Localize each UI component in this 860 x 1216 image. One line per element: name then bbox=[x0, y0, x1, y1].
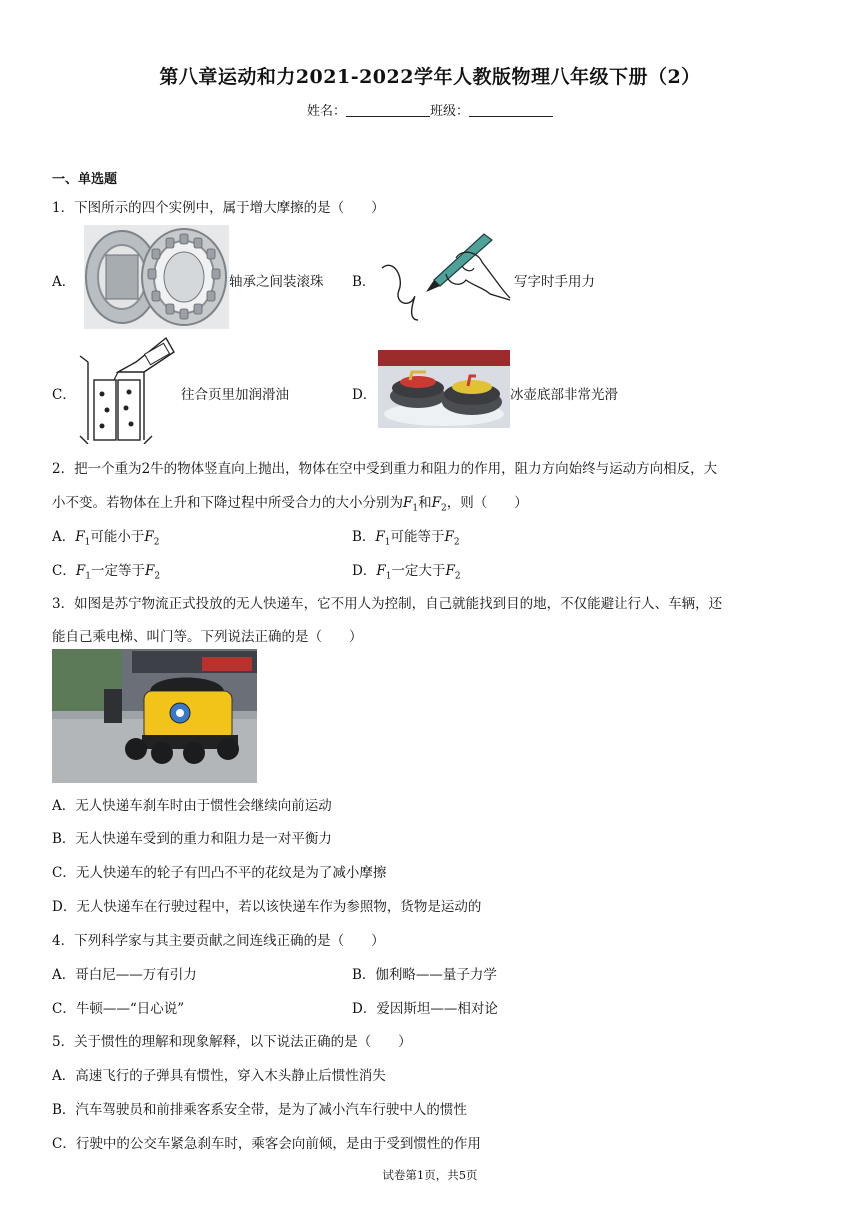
q2-option-b bbox=[352, 525, 460, 548]
option-text: 一定等于 bbox=[90, 563, 145, 579]
force-symbol: F bbox=[403, 495, 413, 511]
name-label: 姓名： bbox=[306, 104, 346, 119]
name-blank[interactable] bbox=[346, 104, 430, 117]
option-text: 可能小于 bbox=[90, 529, 145, 545]
option-letter: A． bbox=[52, 529, 76, 545]
q1-option-b-text: 写字时手用力 bbox=[514, 274, 595, 290]
q1-option-d-letter: D． bbox=[352, 387, 377, 403]
question-3-stem-line1: 3．如图是苏宁物流正式投放的无人快递车，它不用人为控制，自己就能找到目的地，不仅能避让行人、车辆，还 bbox=[52, 596, 723, 612]
subscript: 1 bbox=[385, 571, 392, 582]
subscript: 2 bbox=[453, 537, 460, 548]
section-heading: 一、单选题 bbox=[52, 172, 118, 187]
question-2-stem-line1: 2．把一个重为2牛的物体竖直向上抛出，物体在空中受到重力和阻力的作用，阻力方向始终与运动方向相反，大 bbox=[52, 461, 718, 477]
question-3-option-a: A．无人快递车刹车时由于惯性会继续向前运动 bbox=[52, 798, 332, 814]
q2-option-d bbox=[352, 559, 461, 582]
question-4-option-c: C．牛顿——“日心说” bbox=[52, 1001, 185, 1017]
question-3-stem-line2: 能自己乘电梯、叫门等。下列说法正确的是（ ） bbox=[52, 629, 363, 645]
force-symbol: F bbox=[144, 563, 155, 579]
q1-option-c-letter: C． bbox=[52, 387, 76, 403]
force-symbol: F bbox=[375, 529, 385, 545]
subscript: 1 bbox=[85, 571, 91, 582]
class-blank[interactable] bbox=[469, 104, 553, 117]
question-4-option-a: A．哥白尼——万有引力 bbox=[52, 967, 197, 983]
subscript: 1 bbox=[84, 537, 91, 548]
q2-option-c bbox=[52, 559, 160, 582]
question-4-stem: 4．下列科学家与其主要贡献之间连线正确的是（ ） bbox=[52, 933, 385, 949]
force-symbol: F bbox=[75, 563, 86, 579]
question-2-stem-line2 bbox=[52, 491, 528, 514]
q1-option-b-letter: B． bbox=[352, 274, 376, 290]
stem-text: 小不变。若物体在上升和下降过程中所受合力的大小分别为 bbox=[52, 495, 403, 511]
force-symbol: F bbox=[431, 495, 441, 511]
question-4-option-b: B．伽利略——量子力学 bbox=[352, 967, 497, 983]
question-1-stem: 1．下图所示的四个实例中，属于增大摩擦的是（ ） bbox=[52, 200, 385, 216]
subscript: 2 bbox=[454, 571, 461, 582]
option-letter: C． bbox=[52, 563, 76, 579]
page-footer: 试卷第1页，共5页 bbox=[382, 1168, 478, 1182]
force-symbol: F bbox=[376, 563, 386, 579]
question-4-option-d: D．爱因斯坦——相对论 bbox=[352, 1001, 498, 1017]
subscript: 2 bbox=[154, 571, 161, 582]
curling-stones-icon bbox=[378, 350, 510, 428]
question-5-option-b: B．汽车驾驶员和前排乘客系安全带，是为了减小汽车行驶中人的惯性 bbox=[52, 1102, 467, 1118]
class-label: 班级： bbox=[430, 104, 470, 119]
force-symbol: F bbox=[445, 563, 455, 579]
ball-bearing-icon bbox=[84, 225, 229, 329]
force-symbol: F bbox=[144, 529, 154, 545]
hinge-oil-icon bbox=[74, 336, 176, 444]
question-5-option-c: C．行驶中的公交车紧急刹车时，乘客会向前倾，是由于受到惯性的作用 bbox=[52, 1136, 481, 1152]
q1-option-c-text: 往合页里加润滑油 bbox=[181, 387, 289, 403]
q1-option-d-text: 冰壶底部非常光滑 bbox=[510, 387, 618, 403]
question-5-option-a: A．高速飞行的子弹具有惯性，穿入木头静止后惯性消失 bbox=[52, 1068, 386, 1084]
q1-option-a-letter: A． bbox=[52, 274, 76, 290]
option-letter: D． bbox=[352, 563, 377, 579]
question-3-option-b: B．无人快递车受到的重力和阻力是一对平衡力 bbox=[52, 831, 332, 847]
question-3-option-c: C．无人快递车的轮子有凹凸不平的花纹是为了减小摩擦 bbox=[52, 865, 387, 881]
q1-option-a-text: 轴承之间装滚珠 bbox=[229, 274, 324, 290]
question-5-stem: 5．关于惯性的理解和现象解释，以下说法正确的是（ ） bbox=[52, 1034, 412, 1050]
page-title: 第八章运动和力2021-2022学年人教版物理八年级下册（2） bbox=[159, 66, 701, 88]
student-info-row bbox=[0, 100, 860, 119]
stem-text: ，则（ ） bbox=[446, 495, 528, 511]
question-3-option-d: D．无人快递车在行驶过程中，若以该快递车作为参照物，货物是运动的 bbox=[52, 899, 482, 915]
option-letter: B． bbox=[352, 529, 376, 545]
subscript: 2 bbox=[440, 503, 447, 514]
q2-option-a bbox=[52, 525, 159, 548]
force-symbol: F bbox=[444, 529, 454, 545]
option-text: 可能等于 bbox=[390, 529, 445, 545]
delivery-robot-photo bbox=[52, 649, 257, 783]
force-symbol: F bbox=[75, 529, 85, 545]
hand-writing-pen-icon bbox=[374, 228, 512, 326]
subscript: 1 bbox=[384, 537, 391, 548]
option-text: 一定大于 bbox=[391, 563, 446, 579]
subscript: 1 bbox=[412, 503, 419, 514]
stem-text: 和 bbox=[418, 495, 432, 511]
subscript: 2 bbox=[153, 537, 160, 548]
